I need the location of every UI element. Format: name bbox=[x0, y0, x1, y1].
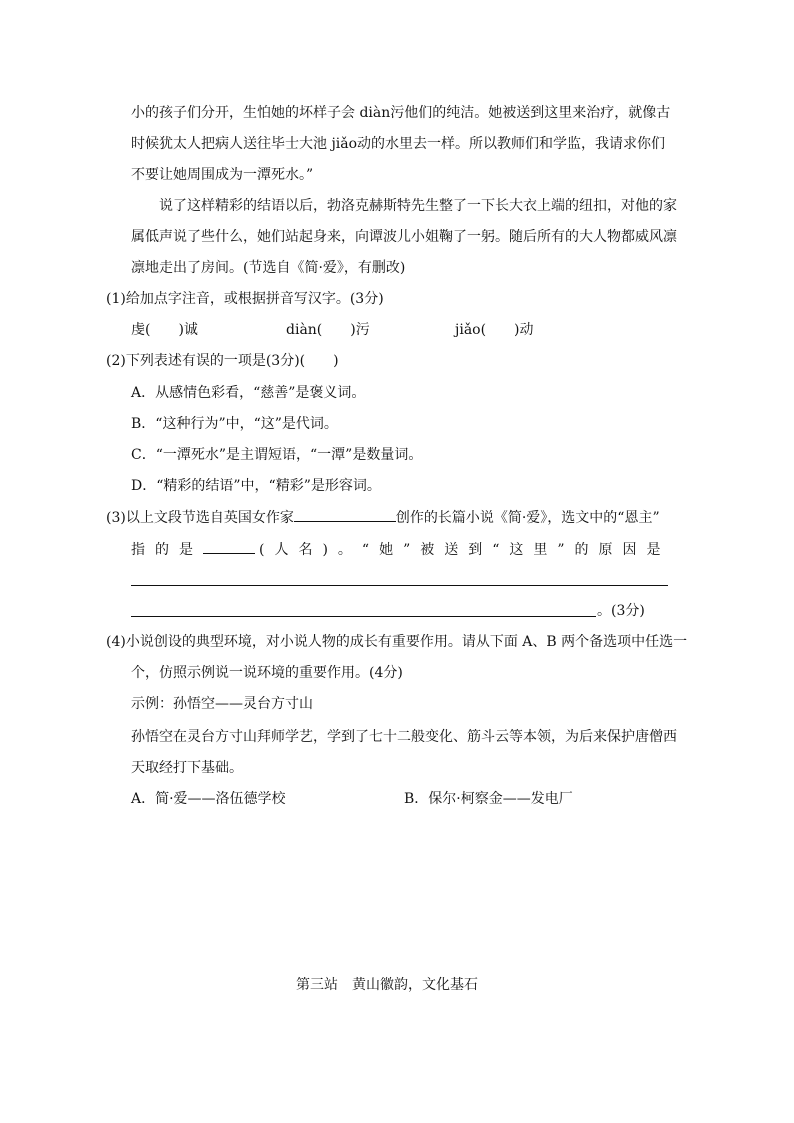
question-4-option-a: A．简·爱——洛伍德学校 bbox=[131, 791, 286, 807]
question-3-part-3: 指的是 bbox=[131, 542, 203, 558]
passage-line-5: 属低声说了些什么，她们站起身来，向谭波儿小姐鞠了一躬。随后所有的大人物都威风凛 bbox=[131, 229, 677, 245]
benefactor-name-blank[interactable] bbox=[203, 539, 255, 554]
question-3-part-2: 创作的长篇小说《简·爱》，选文中的“恩主” bbox=[395, 510, 660, 526]
question-4-example-text-2: 天取经打下基础。 bbox=[131, 760, 243, 776]
question-1-item-b: diàn( )污 bbox=[286, 322, 370, 338]
question-2-option-b: B．“这种行为”中，“这”是代词。 bbox=[131, 416, 338, 432]
question-3-part-4: (人名)。“她”被送到“这里”的原因是 bbox=[259, 542, 671, 558]
question-3-line-1 bbox=[106, 507, 660, 528]
question-4-stem-line-1: (4)小说创设的典型环境，对小说人物的成长有重要作用。请从下面 A、B 两个备选项中任选一 bbox=[106, 634, 688, 650]
passage-line-4: 说了这样精彩的结语以后，勃洛克赫斯特先生整了一下长大衣上端的纽扣，对他的家 bbox=[159, 198, 677, 214]
question-4-example-label: 示例：孙悟空——灵台方寸山 bbox=[131, 696, 313, 712]
question-2-stem: (2)下列表述有误的一项是(3分)( ) bbox=[106, 353, 339, 369]
question-4-stem-line-2: 个，仿照示例说一说环境的重要作用。(4分) bbox=[131, 665, 403, 681]
question-2-option-a: A．从感情色彩看，“慈善”是褒义词。 bbox=[131, 385, 366, 401]
question-3-score: 。(3分) bbox=[597, 603, 645, 619]
question-1-stem: (1)给加点字注音，或根据拼音写汉字。(3分) bbox=[106, 291, 384, 307]
question-4-option-b: B．保尔·柯察金——发电厂 bbox=[404, 791, 573, 807]
question-3-line-2 bbox=[131, 539, 671, 560]
passage-line-2: 时候犹太人把病人送往毕士大池 jiǎo动的水里去一样。所以教师们和学监，我请求你们 bbox=[131, 136, 666, 152]
question-3-part-1: (3)以上文段节选自英国女作家 bbox=[106, 510, 294, 526]
reason-answer-line-2[interactable] bbox=[131, 616, 596, 617]
question-4-example-text-1: 孙悟空在灵台方寸山拜师学艺，学到了七十二般变化、筋斗云等本领，为后来保护唐僧西 bbox=[131, 729, 677, 745]
author-answer-blank[interactable] bbox=[294, 507, 396, 522]
passage-line-6: 凛地走出了房间。(节选自《简·爱》，有删改) bbox=[131, 260, 406, 276]
question-1-item-c: jiǎo( )动 bbox=[455, 322, 534, 338]
question-1-item-a: 虔( )诚 bbox=[131, 322, 198, 338]
section-title: 第三站 黄山徽韵，文化基石 bbox=[296, 977, 478, 993]
reason-answer-line-1[interactable] bbox=[131, 585, 668, 586]
passage-line-1: 小的孩子们分开，生怕她的坏样子会 diàn污他们的纯洁。她被送到这里来治疗，就像古 bbox=[131, 105, 671, 121]
question-2-option-d: D．“精彩的结语”中，“精彩”是形容词。 bbox=[131, 478, 381, 494]
question-2-option-c: C．“一潭死水”是主谓短语，“一潭”是数量词。 bbox=[131, 447, 423, 463]
passage-line-3: 不要让她周围成为一潭死水。” bbox=[131, 167, 314, 183]
